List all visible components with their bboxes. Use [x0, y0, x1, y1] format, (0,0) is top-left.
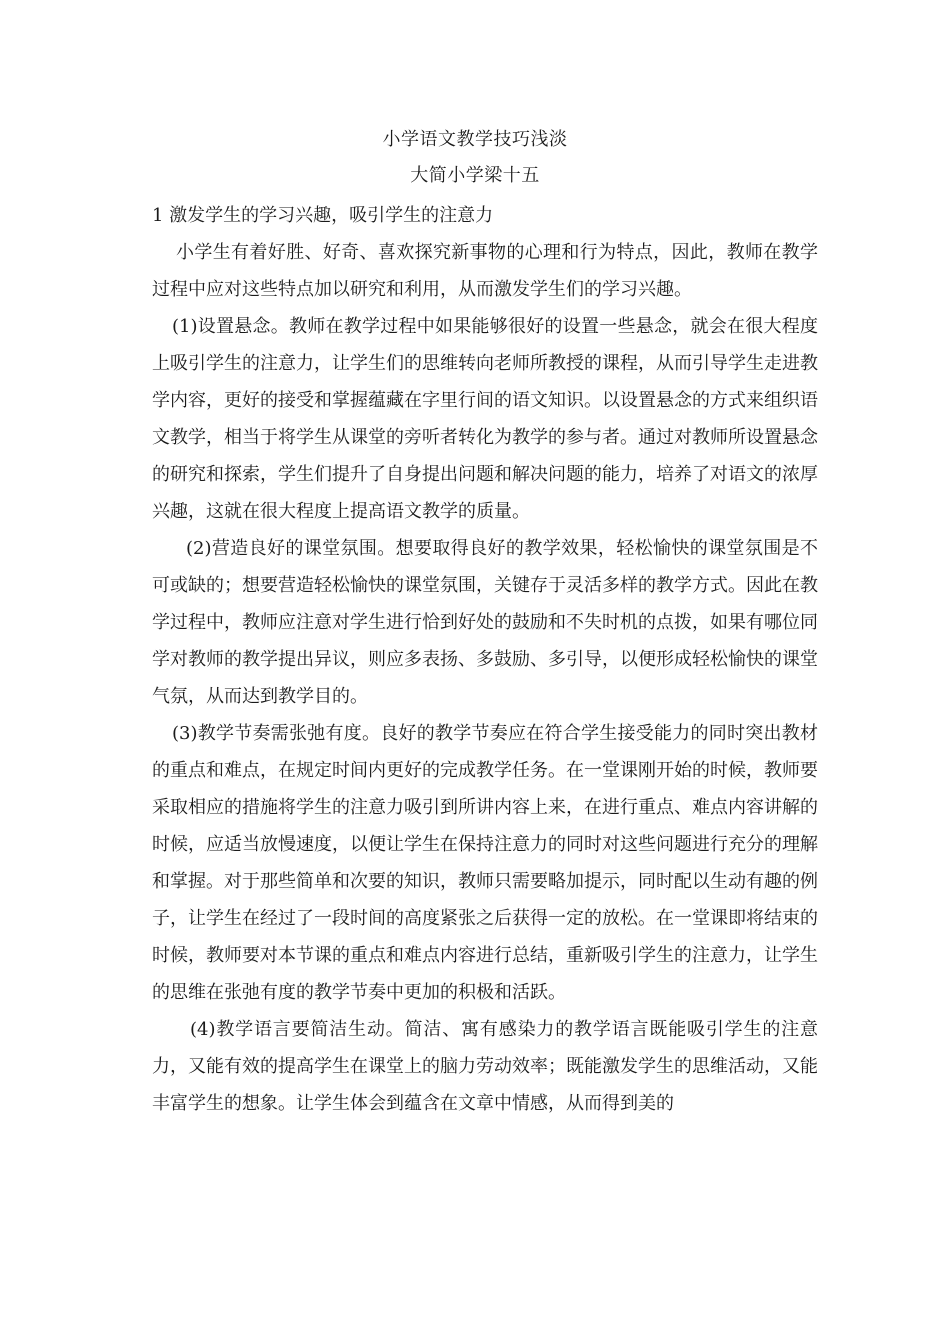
section-heading: 1 激发学生的学习兴趣，吸引学生的注意力 — [152, 205, 494, 226]
paragraph-intro: 小学生有着好胜、好奇、喜欢探究新事物的心理和行为特点，因此，教师在教学过程中应对这些特点加以研究和利用，从而激发学生们的学习兴趣。 — [152, 242, 818, 300]
document-author: 大简小学梁十五 — [410, 165, 540, 186]
document-body — [152, 197, 818, 1122]
document-title: 小学语文教学技巧浅淡 — [382, 129, 568, 150]
paragraph-rhythm: (3)教学节奏需张弛有度。良好的教学节奏应在符合学生接受能力的同时突出教材的重点和难点，在规定时间内更好的完成教学任务。在一堂课刚开始的时候，教师要采取相应的措施将学生的注意力吸引到所讲内容上来，在进行重点、难点内容讲解的时候，应适当放慢速度，以便让学生在保持注意力的同时对这些问题进行充分的理解和掌握。对于那些简单和次要的知识，教师只需要略加提示，同时配以生动有趣的例子，让学生在经过了一段时间的高度紧张之后获得一定的放松。在一堂课即将结束的时候，教师要对本节课的重点和难点内容进行总结，重新吸引学生的注意力，让学生的思维在张弛有度的教学节奏中更加的积极和活跃。 — [152, 723, 818, 1003]
paragraph-language: (4)教学语言要简洁生动。简洁、寓有感染力的教学语言既能吸引学生的注意力，又能有效的提高学生在课堂上的脑力劳动效率；既能激发学生的思维活动，又能丰富学生的想象。让学生体会到蕴含在文章中情感，从而得到美的 — [152, 1019, 818, 1114]
paragraph-suspense: (1)设置悬念。教师在教学过程中如果能够很好的设置一些悬念，就会在很大程度上吸引学生的注意力，让学生们的思维转向老师所教授的课程，从而引导学生走进教学内容，更好的接受和掌握蕴藏在字里行间的语文知识。以设置悬念的方式来组织语文教学，相当于将学生从课堂的旁听者转化为教学的参与者。通过对教师所设置悬念的研究和探索，学生们提升了自身提出问题和解决问题的能力，培养了对语文的浓厚兴趣，这就在很大程度上提高语文教学的质量。 — [152, 316, 818, 522]
paragraph-atmosphere: (2)营造良好的课堂氛围。想要取得良好的教学效果，轻松愉快的课堂氛围是不可或缺的；想要营造轻松愉快的课堂氛围，关键存于灵活多样的教学方式。因此在教学过程中，教师应注意对学生进行恰到好处的鼓励和不失时机的点拨，如果有哪位同学对教师的教学提出异议，则应多表扬、多鼓励、多引导，以便形成轻松愉快的课堂气氛，从而达到教学目的。 — [152, 538, 818, 707]
